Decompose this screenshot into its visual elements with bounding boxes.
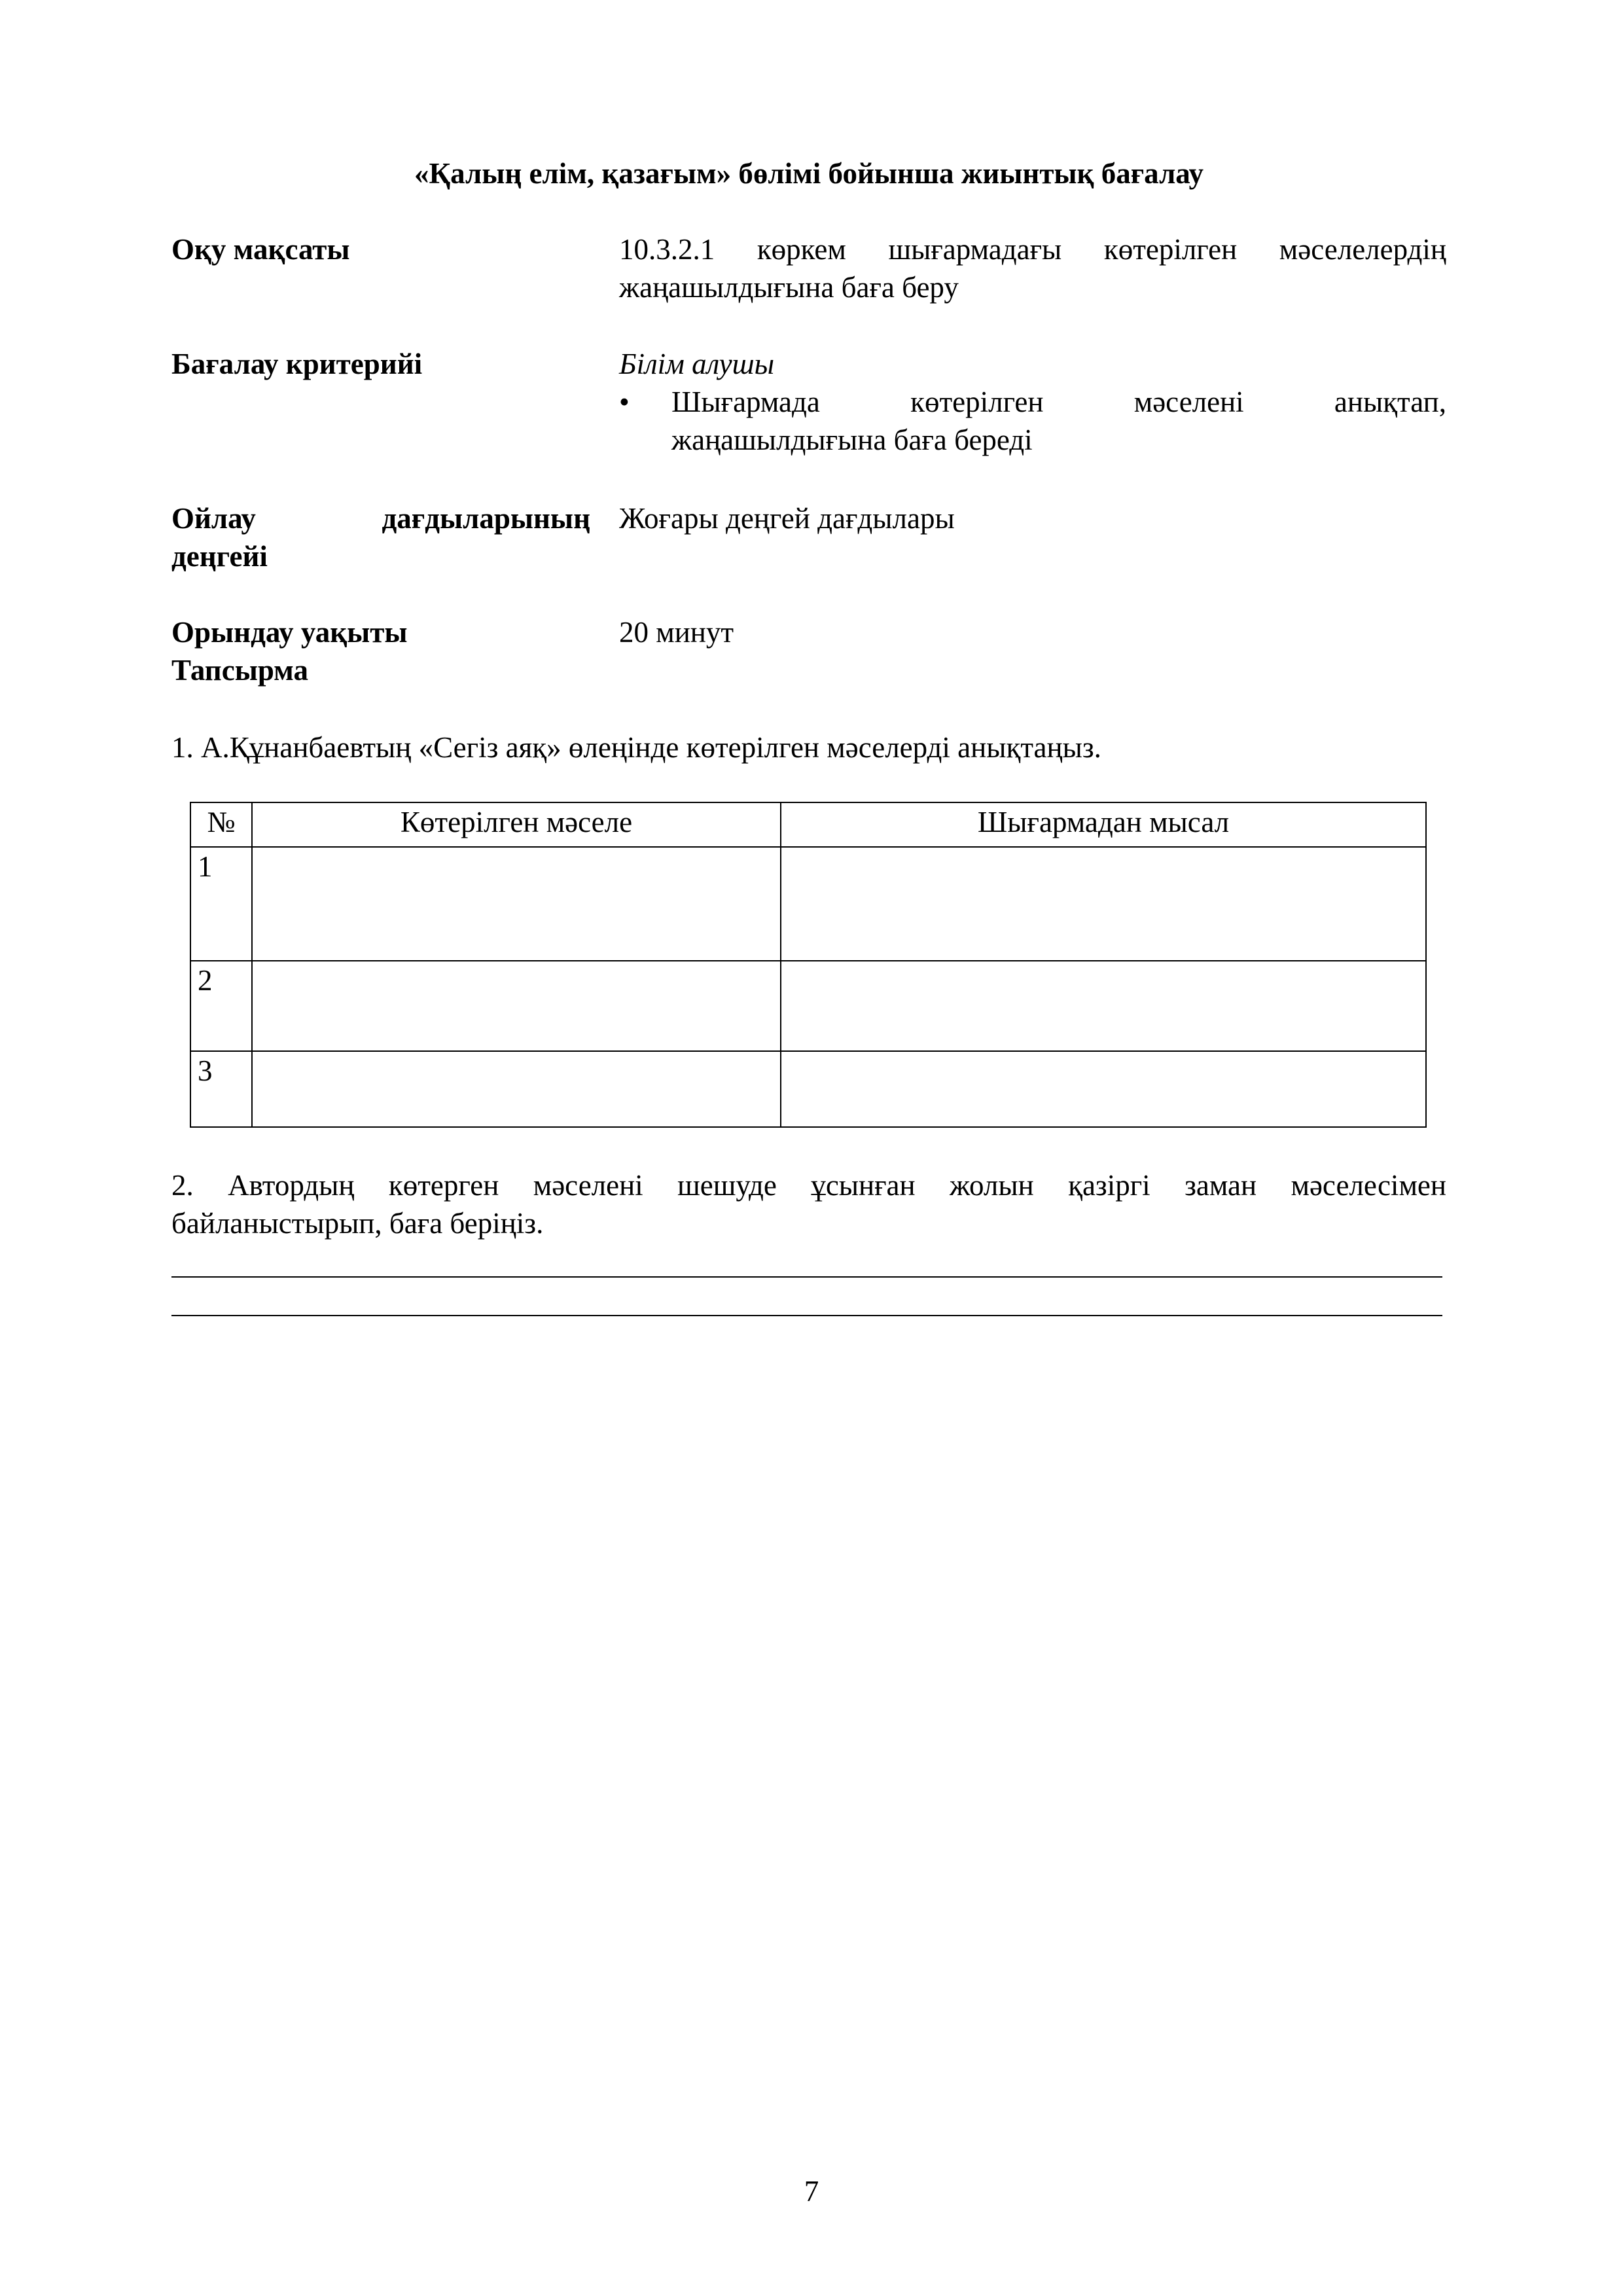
- word: Автордың: [228, 1169, 355, 1202]
- answer-cell-example[interactable]: [781, 847, 1426, 961]
- learning-objective-value: [619, 230, 1446, 306]
- word: мәселесімен: [1291, 1169, 1446, 1202]
- word: заман: [1185, 1169, 1257, 1202]
- document-title: «Қалың елім, қазағым» бөлімі бойынша жиынтық бағалау: [414, 157, 1204, 190]
- column-header-example: Шығармадан мысал: [781, 802, 1426, 847]
- answer-table: [190, 802, 1427, 1128]
- word: мәселелердің: [1279, 233, 1446, 266]
- word: жолын: [950, 1169, 1034, 1202]
- table-header-row: [190, 802, 1426, 847]
- answer-cell-issue[interactable]: [252, 961, 781, 1051]
- answer-cell-issue[interactable]: [252, 1051, 781, 1127]
- word: 10.3.2.1: [619, 233, 715, 266]
- answer-cell-example[interactable]: [781, 961, 1426, 1051]
- answer-cell-example[interactable]: [781, 1051, 1426, 1127]
- row-number: 1: [190, 847, 252, 961]
- assessment-criteria-label: Бағалау критерийі: [171, 348, 423, 380]
- criteria-bullet-item: [619, 383, 1446, 459]
- row-number: 3: [190, 1051, 252, 1127]
- table-row: [190, 847, 1426, 961]
- task2-line2: байланыстырып, баға беріңіз.: [171, 1207, 544, 1240]
- learning-objective-line1: [619, 230, 1446, 268]
- learning-objective-line2: жаңашылдығына баға беру: [619, 271, 959, 304]
- word: көтерген: [388, 1169, 499, 1202]
- task2-text: [171, 1166, 1446, 1242]
- criteria-intro: Білім алушы: [619, 348, 775, 380]
- criteria-line1: [671, 383, 1446, 421]
- answer-cell-issue[interactable]: [252, 847, 781, 961]
- table-row: [190, 961, 1426, 1051]
- criteria-line2: жаңашылдығына баға береді: [671, 423, 1033, 456]
- word: мәселені: [1133, 386, 1244, 418]
- page-number: 7: [804, 2175, 819, 2208]
- word: Ойлау: [171, 502, 256, 535]
- word: Шығармада: [671, 386, 820, 418]
- table-row: [190, 1051, 1426, 1127]
- duration-value: 20 минут: [619, 616, 734, 649]
- learning-objective-label: Оқу мақсаты: [171, 233, 350, 266]
- word: дағдыларының: [382, 502, 590, 535]
- row-number: 2: [190, 961, 252, 1051]
- word: ұсынған: [811, 1169, 916, 1202]
- answer-line[interactable]: [171, 1315, 1442, 1316]
- column-header-issue: Көтерілген мәселе: [252, 802, 781, 847]
- word: шығармадағы: [888, 233, 1062, 266]
- task2-line1: [171, 1166, 1446, 1204]
- answer-line[interactable]: [171, 1276, 1442, 1278]
- word: анықтап,: [1334, 386, 1446, 418]
- word: көтерілген: [910, 386, 1044, 418]
- word: шешуде: [677, 1169, 777, 1202]
- word: қазіргі: [1068, 1169, 1150, 1202]
- task-heading: Тапсырма: [171, 654, 309, 687]
- word: көтерілген: [1103, 233, 1238, 266]
- thinking-skills-label-line2: деңгейі: [171, 540, 268, 573]
- thinking-skills-label: [171, 499, 590, 575]
- bullet-icon: •: [619, 386, 630, 418]
- duration-label: Орындау уақыты Тапсырма: [171, 613, 590, 689]
- column-header-number: №: [190, 802, 252, 847]
- word: мәселені: [533, 1169, 643, 1202]
- thinking-skills-value: Жоғары деңгей дағдылары: [619, 502, 955, 535]
- task1-text: 1. А.Құнанбаевтың «Сегіз аяқ» өлеңінде көтерілген мәселерді анықтаңыз.: [171, 731, 1101, 764]
- word: көркем: [757, 233, 846, 266]
- word: 2.: [171, 1169, 194, 1202]
- assessment-criteria-value: [619, 345, 1446, 459]
